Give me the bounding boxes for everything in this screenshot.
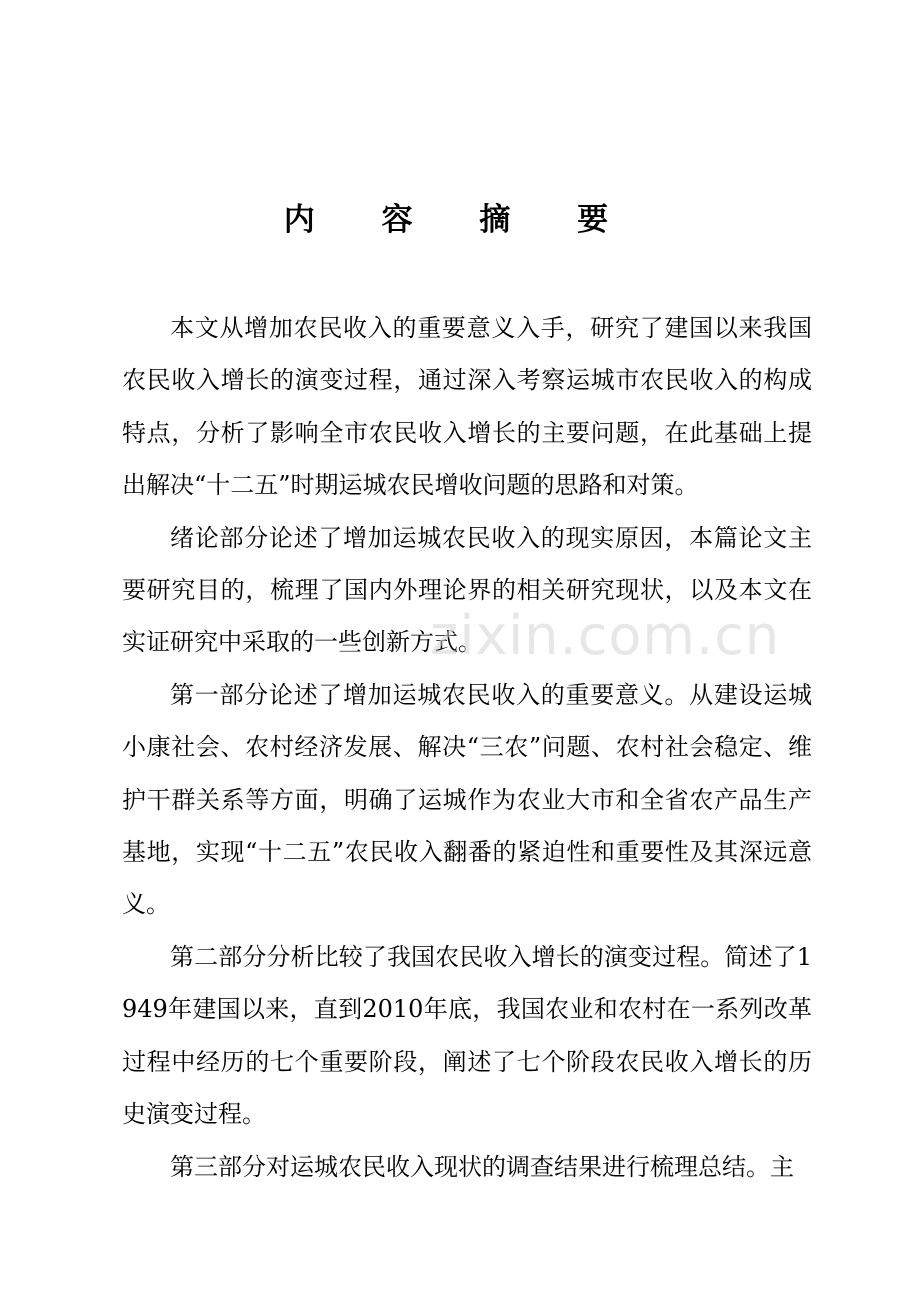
paragraph-intro: 本文从增加农民收入的重要意义入手，研究了建国以来我国农民收入增长的演变过程，通过深入考察运城市农民收入的构成特点，分析了影响全市农民收入增长的主要问题，在此基础上提出解决“十二五”时期运城农民增收问题的思路和对策。 <box>122 314 812 500</box>
paragraph-part-three: 第三部分对运城农民收入现状的调查结果进行梳理总结。主 <box>170 1152 794 1181</box>
abstract-body <box>122 302 812 1193</box>
paragraph-part-two: 第二部分分析比较了我国农民收入增长的演变过程。简述了1949年建国以来，直到2010年底，我国农业和农村在一系列改革过程中经历的七个重要阶段，阐述了七个阶段农民收入增长的历史演变过程。 <box>122 942 812 1129</box>
paragraph-introduction-section: 绪论部分论述了增加运城农民收入的现实原因，本篇论文主要研究目的，梳理了国内外理论界的相关研究现状，以及本文在实证研究中采取的一些创新方式。 <box>122 523 812 657</box>
watermark: zixin.com.cn <box>430 604 781 667</box>
paragraph-part-one: 第一部分论述了增加运城农民收入的重要意义。从建设运城小康社会、农村经济发展、解决“三农”问题、农村社会稳定、维护干群关系等方面，明确了运城作为农业大市和全省农产品生产基地，实现“十二五”农民收入翻番的紧迫性和重要性及其深远意义。 <box>122 680 812 919</box>
page-title: 内 容 摘 要 <box>283 202 637 238</box>
